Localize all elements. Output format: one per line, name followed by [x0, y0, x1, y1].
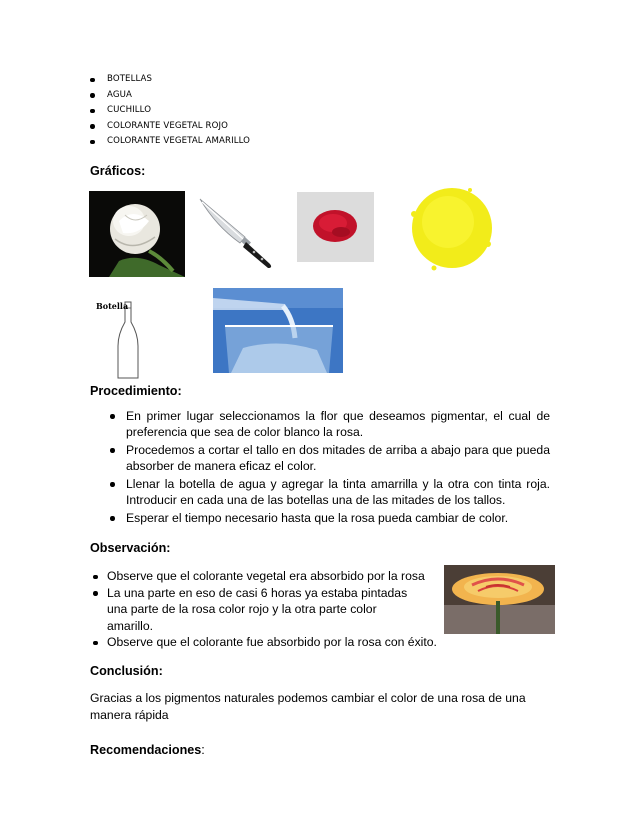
bullet-icon	[90, 93, 95, 98]
bullet-icon	[90, 124, 95, 129]
bullet-icon	[93, 591, 98, 596]
bullet-icon	[90, 109, 95, 114]
list-item: Observe que el colorante vegetal era absorbido por la rosa	[90, 568, 437, 585]
bullet-icon	[93, 575, 98, 580]
bullet-icon	[90, 78, 95, 83]
bottle-image	[90, 298, 150, 380]
yellow-powder-image	[408, 184, 496, 272]
procedimiento-heading: Procedimiento:	[90, 384, 182, 398]
bullet-icon	[90, 140, 95, 145]
white-rose-image	[89, 191, 185, 277]
bottle-label: Botella	[96, 301, 129, 311]
bullet-icon	[93, 641, 98, 646]
observation-list	[90, 568, 437, 651]
conclusion-text: Gracias a los pigmentos naturales podemos cambiar el color de una rosa de una manera rápida	[90, 691, 526, 722]
water-glass-image	[213, 288, 343, 373]
list-item: Esperar el tiempo necesario hasta que la rosa pueda cambiar de color.	[90, 510, 550, 526]
red-powder-image	[297, 192, 374, 262]
graficos-heading: Gráficos:	[90, 164, 146, 178]
materials-list	[90, 72, 250, 150]
list-item: La una parte en eso de casi 6 horas ya estaba pintadas una parte de la rosa color rojo y la otra parte color amarillo.	[90, 585, 437, 635]
dyed-rose-image	[444, 565, 555, 634]
list-item: CUCHILLO	[90, 103, 250, 119]
list-item: AGUA	[90, 88, 250, 104]
list-item: Procedemos a cortar el tallo en dos mitades de arriba a abajo para que pueda absorber de manera eficaz el color.	[90, 442, 550, 474]
list-item: Llenar la botella de agua y agregar la tinta amarrilla y la otra con tinta roja. Introducir en cada una de las botellas una de las mitades de los tallos.	[90, 476, 550, 508]
recomendaciones-heading: Recomendaciones:	[90, 743, 205, 757]
observacion-heading: Observación:	[90, 541, 171, 555]
bullet-icon	[110, 516, 115, 521]
list-item: COLORANTE VEGETAL AMARILLO	[90, 134, 250, 150]
conclusion-heading: Conclusión:	[90, 664, 163, 678]
bullet-icon	[110, 482, 115, 487]
bullet-icon	[110, 414, 115, 419]
list-item: COLORANTE VEGETAL ROJO	[90, 119, 250, 135]
bullet-icon	[110, 448, 115, 453]
procedure-list	[90, 408, 550, 528]
list-item: Observe que el colorante fue absorbido por la rosa con éxito.	[90, 634, 437, 651]
list-item: En primer lugar seleccionamos la flor que deseamos pigmentar, el cual de preferencia que sea de color blanco la rosa.	[90, 408, 550, 440]
list-item: BOTELLAS	[90, 72, 250, 88]
knife-image	[198, 196, 276, 270]
